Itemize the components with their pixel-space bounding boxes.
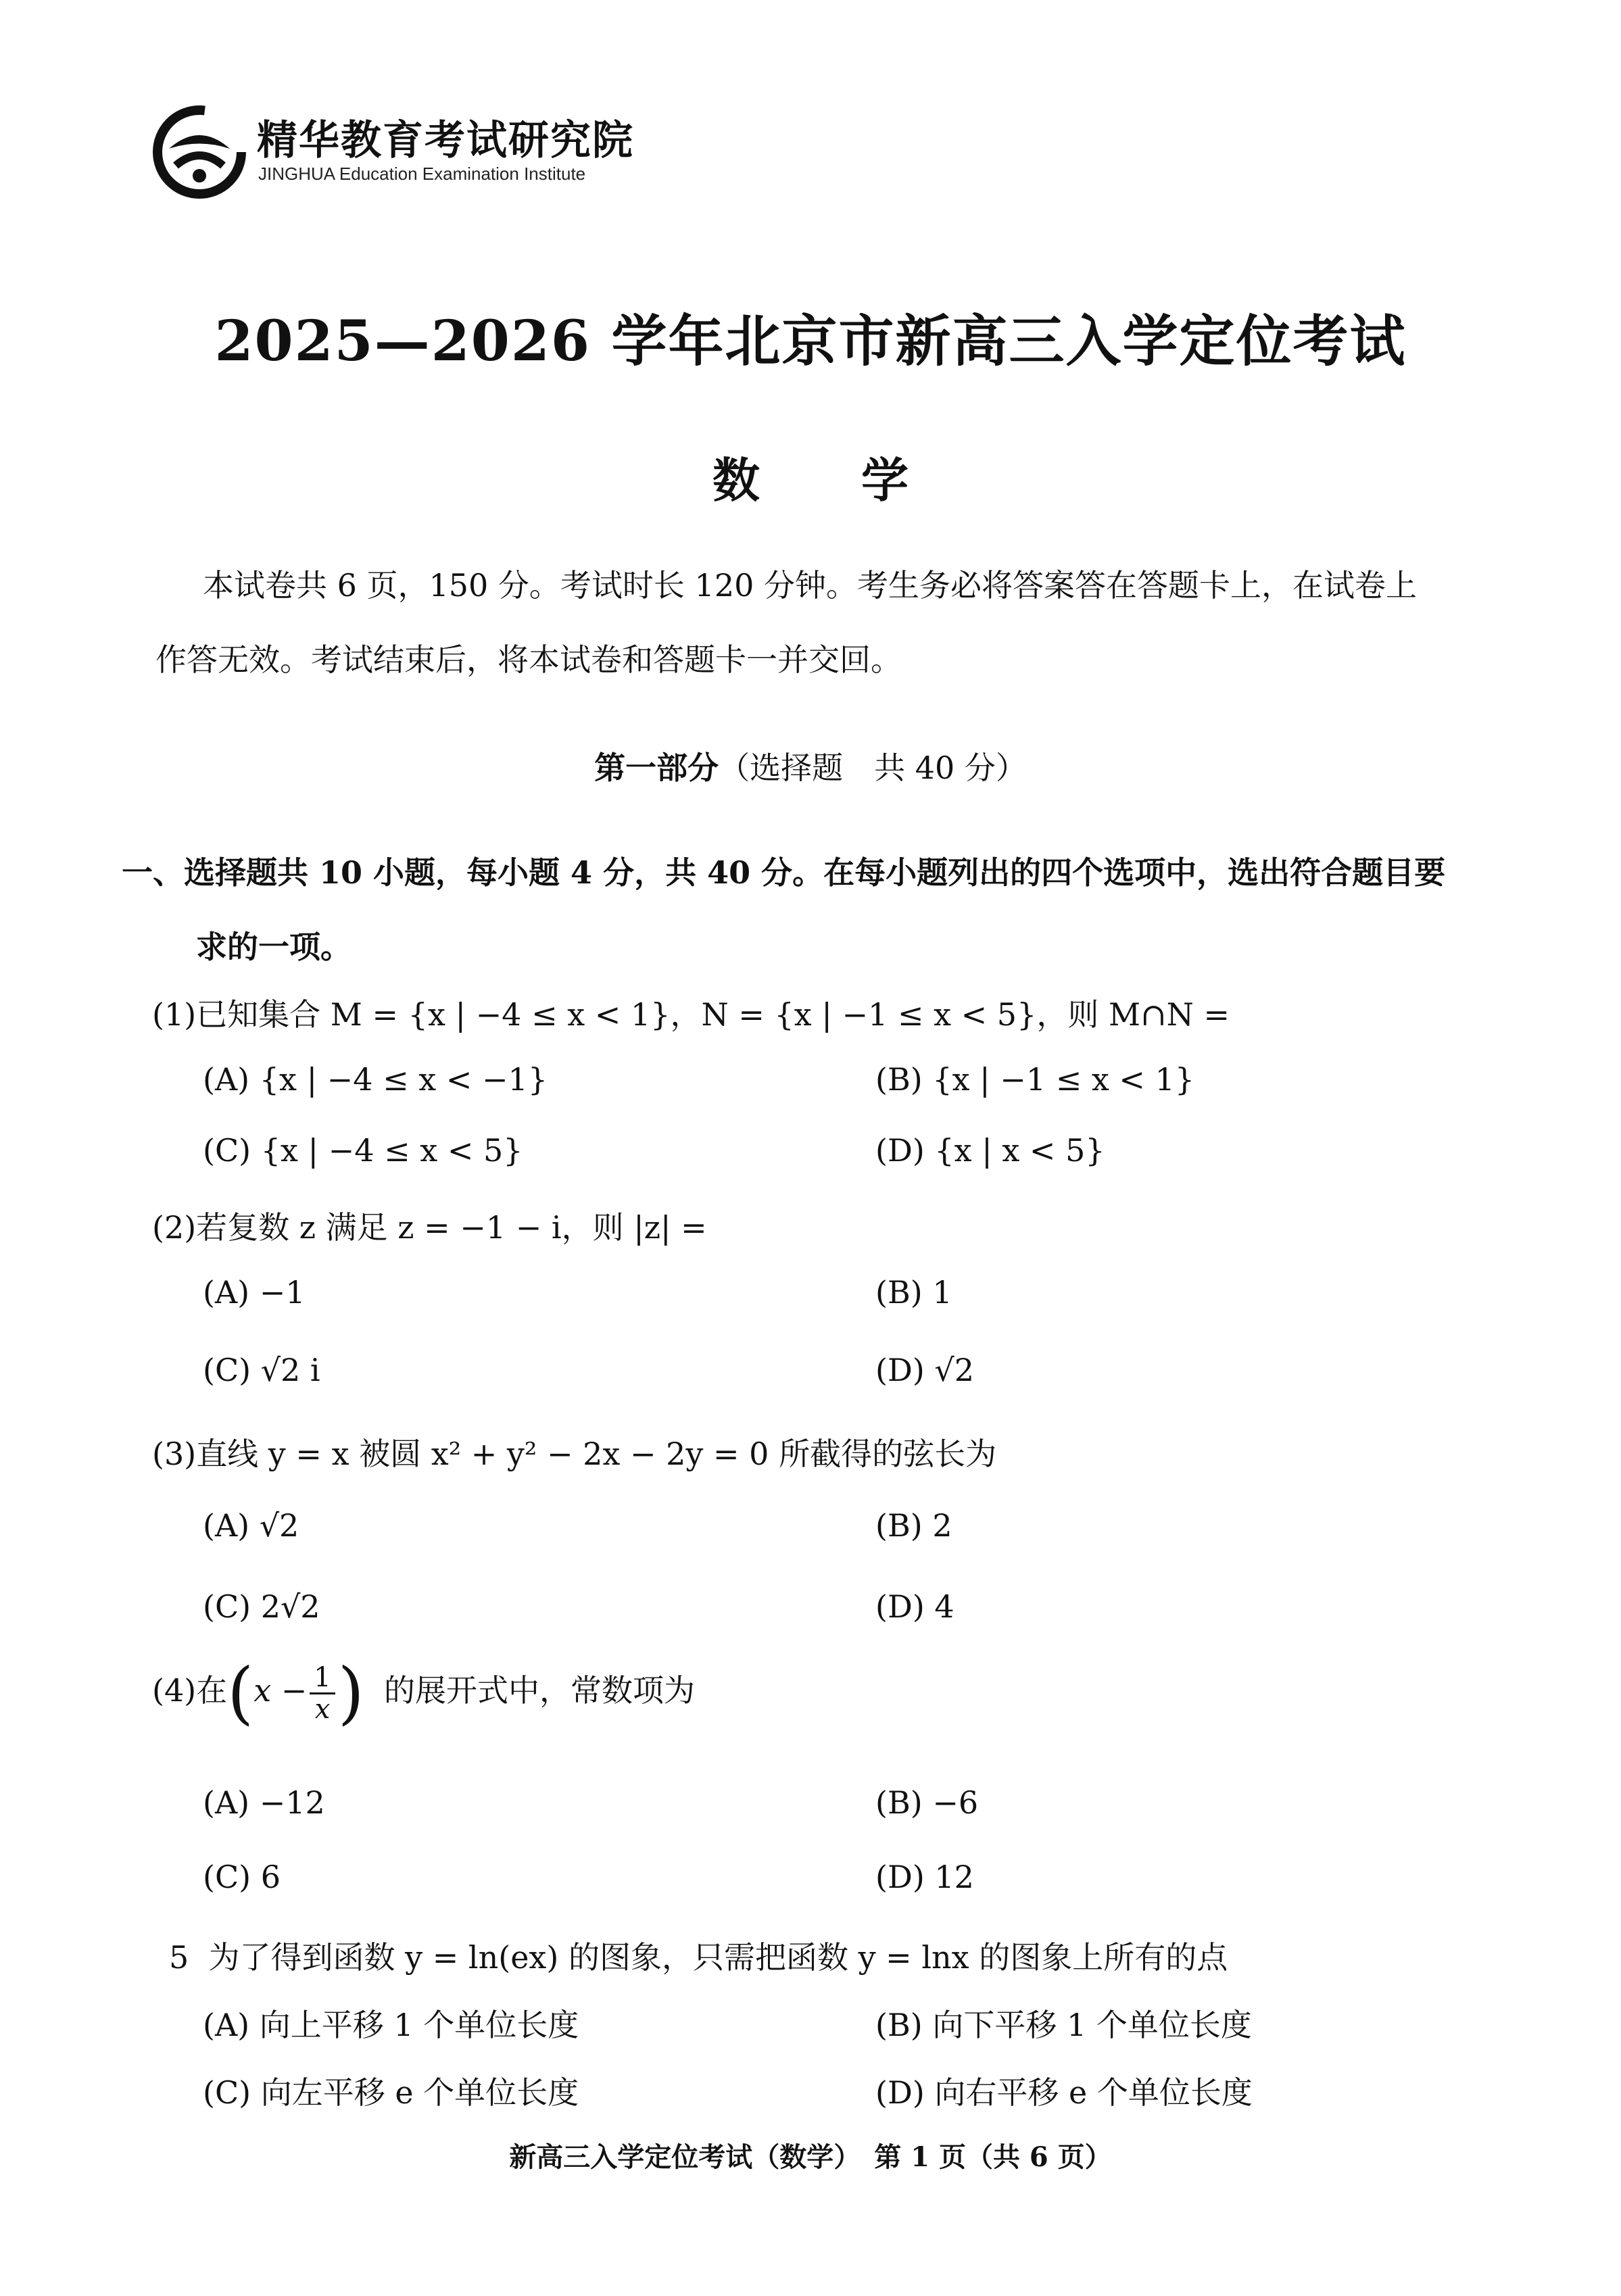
question-3-stem: [152, 1430, 996, 1474]
question-1-number: (1): [152, 996, 197, 1033]
question-4-number: (4): [152, 1672, 197, 1709]
question-2-number: (2): [152, 1209, 197, 1246]
exam-title: 2025—2026 学年北京市新高三入学定位考试: [214, 309, 1407, 374]
question-2-option-b: (B) 1: [875, 1274, 952, 1311]
fraction-denominator: x: [314, 1693, 331, 1725]
question-3-option-a: (A) √2: [203, 1507, 299, 1544]
question-4-option-c: (C) 6: [203, 1859, 281, 1895]
question-3-number: (3): [152, 1436, 197, 1472]
question-3-option-b: (B) 2: [875, 1507, 952, 1544]
question-2-stem: [152, 1203, 707, 1248]
question-5-text: 为了得到函数 y = ln(ex) 的图象，只需把函数 y = lnx 的图象上所有的点: [208, 1939, 1228, 1976]
question-2-option-d: (D) √2: [875, 1352, 974, 1388]
question-4-fraction: [310, 1663, 335, 1724]
part-1-heading: [0, 743, 1621, 788]
institute-logo: [149, 101, 676, 210]
question-5-stem: [169, 1933, 1228, 1978]
question-1-text: 已知集合 M = {x | −4 ≤ x < 1}，N = {x | −1 ≤ x < 5}，则 M∩N =: [196, 996, 1230, 1033]
question-4-option-a: (A) −12: [203, 1784, 325, 1821]
question-1-stem: [152, 990, 1230, 1035]
question-5-option-b: (B) 向下平移 1 个单位长度: [875, 2007, 1252, 2043]
institute-emblem-icon: [149, 101, 250, 203]
part-1-title: 第一部分: [594, 750, 719, 786]
intro-line-2: 作答无效。考试结束后，将本试卷和答题卡一并交回。: [155, 641, 902, 678]
question-1-option-a: (A) {x | −4 ≤ x < −1}: [203, 1061, 548, 1098]
question-4-stem: [152, 1653, 696, 1732]
question-5-option-a: (A) 向上平移 1 个单位长度: [203, 2007, 579, 2043]
question-1-option-b: (B) {x | −1 ≤ x < 1}: [875, 1061, 1195, 1098]
question-5-number: 5: [169, 1939, 189, 1976]
question-4-suffix: 的展开式中，常数项为: [384, 1672, 696, 1709]
intro-line-1: 本试卷共 6 页，150 分。考试时长 120 分钟。考生务必将答案答在答题卡上，在试卷上: [203, 567, 1417, 604]
question-3-text: 直线 y = x 被圆 x² + y² − 2x − 2y = 0 所截得的弦长为: [196, 1436, 997, 1472]
right-paren: ): [337, 1653, 364, 1732]
question-5-option-d: (D) 向右平移 e 个单位长度: [875, 2074, 1253, 2111]
question-3-option-d: (D) 4: [875, 1588, 954, 1625]
question-5-option-c: (C) 向左平移 e 个单位长度: [203, 2074, 579, 2111]
question-2-option-a: (A) −1: [203, 1274, 306, 1311]
logo-chinese-name: 精华教育考试研究院: [257, 117, 634, 164]
question-2-text: 若复数 z 满足 z = −1 − i，则 |z| =: [196, 1209, 707, 1246]
question-4-expr-left: x −: [253, 1672, 308, 1709]
page-footer: 新高三入学定位考试（数学） 第 1 页（共 6 页）: [509, 2141, 1112, 2173]
fraction-numerator: 1: [310, 1663, 335, 1694]
left-paren: (: [227, 1653, 254, 1732]
question-1-option-c: (C) {x | −4 ≤ x < 5}: [203, 1132, 523, 1169]
question-4-option-b: (B) −6: [875, 1784, 979, 1821]
question-3-option-c: (C) 2√2: [203, 1588, 320, 1625]
question-4-option-d: (D) 12: [875, 1859, 974, 1895]
section-1-instruction-line-2: 求的一项。: [196, 929, 352, 965]
question-1-option-d: (D) {x | x < 5}: [875, 1132, 1105, 1169]
logo-english-name: JINGHUA Education Examination Institute: [258, 164, 586, 184]
section-1-instruction-line-1: 一、选择题共 10 小题，每小题 4 分，共 40 分。在每小题列出的四个选项中，选出符合题目要: [122, 854, 1446, 891]
part-1-subtitle: （选择题 共 40 分）: [719, 750, 1027, 786]
question-4-prefix: 在: [196, 1672, 228, 1709]
question-2-option-c: (C) √2 i: [203, 1352, 320, 1388]
subject-title: 数学: [712, 452, 1010, 508]
